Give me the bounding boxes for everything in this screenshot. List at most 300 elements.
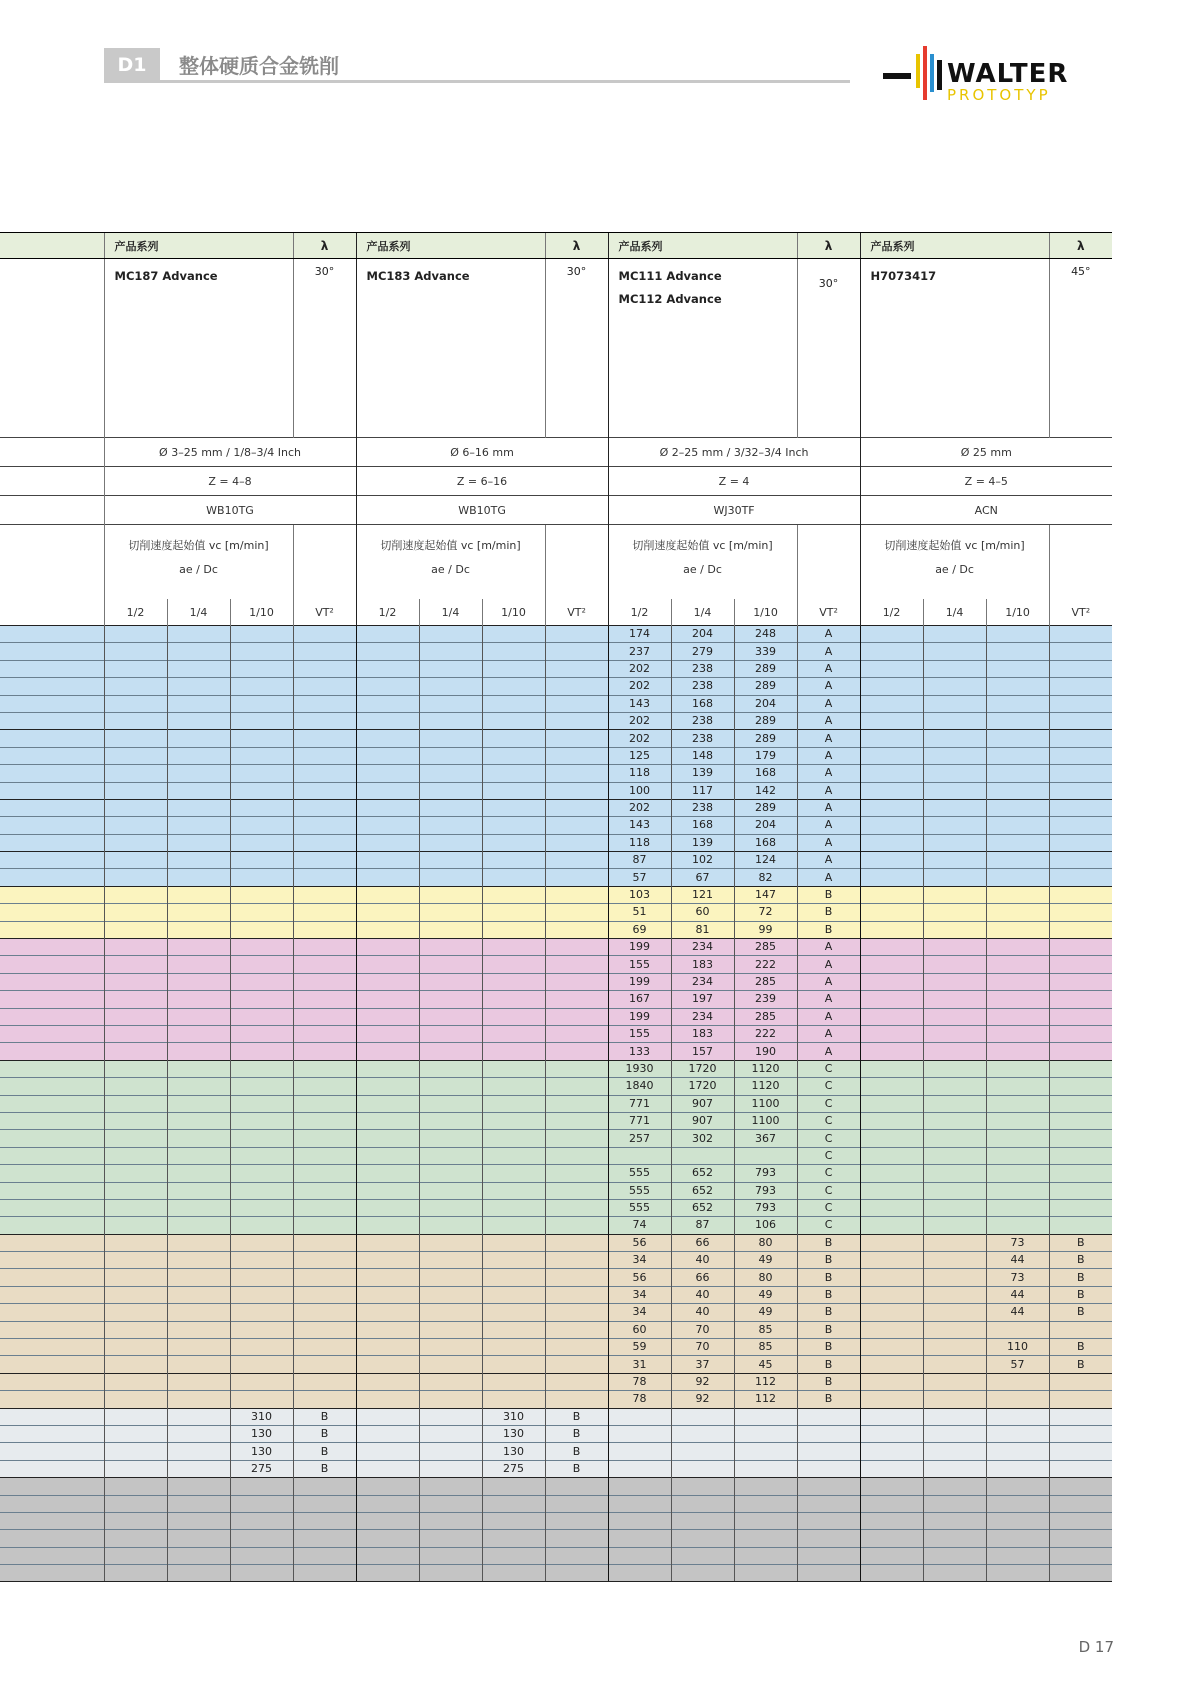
vt-cell xyxy=(293,834,356,851)
ae-dc-label: ae / Dc xyxy=(179,563,218,576)
speed-cell xyxy=(860,1321,923,1338)
speed-cell xyxy=(356,1286,419,1303)
speed-cell xyxy=(608,1495,671,1512)
speed-cell: 793 xyxy=(734,1165,797,1182)
vt-cell: A xyxy=(797,799,860,816)
speed-cell xyxy=(923,712,986,729)
speed-cell: 82 xyxy=(734,869,797,886)
speed-cell xyxy=(167,1373,230,1390)
speed-cell xyxy=(104,1530,167,1547)
vt-cell xyxy=(1049,1078,1112,1095)
section-tag: D1 xyxy=(104,48,160,82)
speed-cell xyxy=(167,1025,230,1042)
speed-title: 切削速度起始值 vc [m/min] xyxy=(128,539,269,552)
vt-cell: B xyxy=(797,1391,860,1408)
row-label-cell xyxy=(0,1339,104,1356)
lambda-label: λ xyxy=(1049,233,1112,259)
speed-cell xyxy=(986,921,1049,938)
speed-cell xyxy=(419,1043,482,1060)
row-label-cell xyxy=(0,1425,104,1442)
speed-cell: 179 xyxy=(734,747,797,764)
product-row xyxy=(0,259,1112,438)
speed-cell xyxy=(923,1252,986,1269)
speed-cell xyxy=(356,886,419,903)
ae-dc-label: ae / Dc xyxy=(935,563,974,576)
speed-cell xyxy=(230,904,293,921)
speed-cell xyxy=(986,1060,1049,1077)
speed-cell: 238 xyxy=(671,660,734,677)
speed-cell xyxy=(860,921,923,938)
vt-cell xyxy=(797,1565,860,1582)
speed-cell xyxy=(356,626,419,643)
vt-cell xyxy=(1049,1460,1112,1477)
speed-cell: 167 xyxy=(608,991,671,1008)
speed-cell xyxy=(482,1512,545,1529)
speed-cell xyxy=(482,1339,545,1356)
speed-cell xyxy=(356,921,419,938)
row-label-cell xyxy=(0,1443,104,1460)
speed-cell xyxy=(419,782,482,799)
lambda-value: 30° xyxy=(545,259,608,438)
speed-cell xyxy=(986,834,1049,851)
speed-cell: 73 xyxy=(986,1269,1049,1286)
speed-cell xyxy=(986,1147,1049,1164)
speed-cell xyxy=(167,1547,230,1564)
data-row xyxy=(0,852,1112,869)
speed-cell: 80 xyxy=(734,1269,797,1286)
speed-cell: 907 xyxy=(671,1095,734,1112)
sub-header-row xyxy=(0,599,1112,626)
speed-cell xyxy=(986,730,1049,747)
data-row xyxy=(0,1252,1112,1269)
speed-cell xyxy=(356,1165,419,1182)
speed-cell: 51 xyxy=(608,904,671,921)
speed-cell xyxy=(419,1060,482,1077)
vt-cell xyxy=(293,1565,356,1582)
speed-cell xyxy=(230,1512,293,1529)
data-row xyxy=(0,1025,1112,1042)
vt-cell xyxy=(1049,1008,1112,1025)
speed-cell xyxy=(104,1269,167,1286)
speed-cell xyxy=(986,1043,1049,1060)
speed-cell xyxy=(356,1130,419,1147)
speed-cell xyxy=(104,869,167,886)
speed-cell xyxy=(482,1147,545,1164)
speed-cell xyxy=(923,1199,986,1216)
speed-cell xyxy=(356,1078,419,1095)
row-label-cell xyxy=(0,1234,104,1251)
data-row xyxy=(0,712,1112,729)
speed-cell: 1840 xyxy=(608,1078,671,1095)
speed-cell: 202 xyxy=(608,730,671,747)
speed-cell xyxy=(482,1530,545,1547)
speed-header xyxy=(608,525,797,600)
speed-cell xyxy=(419,695,482,712)
vt-cell xyxy=(1049,1060,1112,1077)
speed-cell: 222 xyxy=(734,956,797,973)
speed-cell xyxy=(986,747,1049,764)
row-label-cell xyxy=(0,1130,104,1147)
speed-cell xyxy=(419,1008,482,1025)
speed-cell xyxy=(986,1199,1049,1216)
speed-cell: 57 xyxy=(986,1356,1049,1373)
speed-cell: 285 xyxy=(734,939,797,956)
speed-cell xyxy=(419,1304,482,1321)
vt-cell: C xyxy=(797,1060,860,1077)
speed-cell: 183 xyxy=(671,956,734,973)
vt-cell: A xyxy=(797,678,860,695)
speed-cell: 202 xyxy=(608,660,671,677)
vt-cell xyxy=(1049,695,1112,712)
speed-cell xyxy=(230,747,293,764)
speed-cell xyxy=(230,1060,293,1077)
speed-cell xyxy=(230,1008,293,1025)
speed-cell xyxy=(104,1304,167,1321)
vt-cell xyxy=(545,817,608,834)
speed-cell xyxy=(860,939,923,956)
vt-cell: A xyxy=(797,626,860,643)
speed-cell xyxy=(986,1495,1049,1512)
speed-cell: 199 xyxy=(608,973,671,990)
speed-cell xyxy=(104,1234,167,1251)
speed-cell xyxy=(167,1530,230,1547)
speed-cell xyxy=(860,1060,923,1077)
speed-cell xyxy=(419,1165,482,1182)
vt-cell xyxy=(293,643,356,660)
vt-cell xyxy=(1049,1025,1112,1042)
vt-cell xyxy=(1049,886,1112,903)
vt-cell: A xyxy=(797,747,860,764)
speed-cell xyxy=(167,1008,230,1025)
speed-cell xyxy=(356,1182,419,1199)
vt-cell xyxy=(293,695,356,712)
speed-cell xyxy=(923,1547,986,1564)
vt-cell xyxy=(545,1043,608,1060)
speed-cell: 49 xyxy=(734,1252,797,1269)
speed-cell xyxy=(923,904,986,921)
vt-cell xyxy=(545,1182,608,1199)
speed-cell: 110 xyxy=(986,1339,1049,1356)
vt-cell xyxy=(797,1547,860,1564)
speed-cell xyxy=(734,1495,797,1512)
speed-cell: 289 xyxy=(734,712,797,729)
vt-cell xyxy=(545,1234,608,1251)
data-row xyxy=(0,1373,1112,1390)
speed-cell xyxy=(419,1391,482,1408)
speed-cell xyxy=(104,782,167,799)
speed-cell xyxy=(860,1512,923,1529)
vt-cell xyxy=(293,817,356,834)
vt-cell xyxy=(545,1565,608,1582)
speed-cell xyxy=(356,1199,419,1216)
speed-cell xyxy=(356,869,419,886)
speed-cell: 60 xyxy=(671,904,734,921)
speed-cell xyxy=(860,765,923,782)
speed-cell xyxy=(167,730,230,747)
vt-cell: A xyxy=(797,817,860,834)
vt-cell xyxy=(1049,730,1112,747)
speed-cell xyxy=(104,817,167,834)
row-label-cell xyxy=(0,1408,104,1425)
sub-header: 1/2 xyxy=(104,599,167,626)
speed-cell xyxy=(104,1095,167,1112)
vt-cell: B xyxy=(797,1269,860,1286)
speed-cell: 73 xyxy=(986,1234,1049,1251)
vt-cell xyxy=(293,956,356,973)
speed-cell xyxy=(482,1025,545,1042)
vt-cell xyxy=(1049,1565,1112,1582)
data-row xyxy=(0,765,1112,782)
speed-cell xyxy=(860,886,923,903)
speed-cell xyxy=(230,939,293,956)
speed-cell xyxy=(482,973,545,990)
vt-cell xyxy=(545,1530,608,1547)
data-row xyxy=(0,747,1112,764)
speed-cell xyxy=(923,1043,986,1060)
speed-cell xyxy=(230,869,293,886)
speed-cell xyxy=(356,973,419,990)
speed-cell xyxy=(104,1199,167,1216)
data-row xyxy=(0,799,1112,816)
speed-cell xyxy=(230,1182,293,1199)
speed-cell xyxy=(482,1217,545,1234)
speed-cell xyxy=(482,834,545,851)
speed-cell xyxy=(860,1112,923,1129)
row-label-cell xyxy=(0,886,104,903)
speed-cell: 118 xyxy=(608,765,671,782)
speed-cell xyxy=(482,1269,545,1286)
speed-cell: 199 xyxy=(608,1008,671,1025)
speed-cell: 130 xyxy=(230,1443,293,1460)
vt-cell: B xyxy=(1049,1356,1112,1373)
speed-cell xyxy=(860,1495,923,1512)
speed-cell xyxy=(986,1321,1049,1338)
row-label-cell xyxy=(0,1512,104,1529)
speed-cell xyxy=(104,765,167,782)
speed-cell xyxy=(482,643,545,660)
speed-cell xyxy=(104,747,167,764)
vt-cell xyxy=(293,1304,356,1321)
speed-cell: 85 xyxy=(734,1321,797,1338)
data-row xyxy=(0,939,1112,956)
speed-cell: 34 xyxy=(608,1252,671,1269)
vt-cell xyxy=(545,1391,608,1408)
speed-cell: 147 xyxy=(734,886,797,903)
lambda-value: 30° xyxy=(293,259,356,438)
vt-cell xyxy=(1049,1512,1112,1529)
vt-cell xyxy=(1049,747,1112,764)
speed-cell xyxy=(167,747,230,764)
speed-cell xyxy=(230,1269,293,1286)
speed-cell xyxy=(167,939,230,956)
speed-cell xyxy=(167,1425,230,1442)
speed-cell xyxy=(860,1078,923,1095)
row-label-cell xyxy=(0,1373,104,1390)
speed-cell xyxy=(860,1339,923,1356)
vt-cell xyxy=(797,1530,860,1547)
speed-cell xyxy=(608,1565,671,1582)
speed-cell: 1120 xyxy=(734,1078,797,1095)
speed-cell: 202 xyxy=(608,678,671,695)
speed-cell xyxy=(482,1043,545,1060)
vt-cell xyxy=(1049,1495,1112,1512)
speed-cell xyxy=(104,991,167,1008)
diameter-range: Ø 6–16 mm xyxy=(356,438,608,467)
speed-cell: 57 xyxy=(608,869,671,886)
speed-cell xyxy=(167,660,230,677)
vt-cell xyxy=(293,939,356,956)
speed-cell xyxy=(671,1425,734,1442)
data-row xyxy=(0,1356,1112,1373)
speed-cell xyxy=(356,1530,419,1547)
speed-cell xyxy=(356,1408,419,1425)
speed-cell xyxy=(104,1460,167,1477)
data-row xyxy=(0,626,1112,643)
speed-cell: 40 xyxy=(671,1286,734,1303)
data-row xyxy=(0,1530,1112,1547)
speed-cell: 40 xyxy=(671,1252,734,1269)
vt-cell: A xyxy=(797,973,860,990)
speed-cell xyxy=(860,1460,923,1477)
cutting-grade: ACN xyxy=(860,496,1112,525)
speed-cell xyxy=(734,1530,797,1547)
vt-cell: B xyxy=(797,904,860,921)
vt-cell xyxy=(545,1147,608,1164)
speed-cell xyxy=(923,1373,986,1390)
speed-cell: 118 xyxy=(608,834,671,851)
speed-cell xyxy=(419,712,482,729)
row-label-cell xyxy=(0,1321,104,1338)
vt-cell xyxy=(293,660,356,677)
vt-cell: A xyxy=(797,1043,860,1060)
vt-cell: B xyxy=(797,1286,860,1303)
speed-cell xyxy=(167,834,230,851)
speed-cell xyxy=(482,626,545,643)
speed-cell xyxy=(923,1304,986,1321)
speed-cell: 238 xyxy=(671,678,734,695)
speed-cell xyxy=(230,730,293,747)
vt-cell xyxy=(293,1008,356,1025)
speed-cell: 102 xyxy=(671,852,734,869)
speed-cell: 793 xyxy=(734,1199,797,1216)
speed-cell: 285 xyxy=(734,973,797,990)
speed-cell xyxy=(860,1269,923,1286)
speed-cell xyxy=(104,626,167,643)
speed-header xyxy=(104,525,293,600)
speed-cell xyxy=(860,799,923,816)
speed-cell xyxy=(860,956,923,973)
speed-cell xyxy=(356,834,419,851)
speed-cell xyxy=(608,1460,671,1477)
speed-cell: 124 xyxy=(734,852,797,869)
speed-cell xyxy=(482,1373,545,1390)
speed-cell xyxy=(419,1078,482,1095)
speed-cell xyxy=(482,1252,545,1269)
vt-cell: B xyxy=(797,1339,860,1356)
vt-cell: B xyxy=(1049,1304,1112,1321)
speed-cell xyxy=(419,904,482,921)
speed-cell: 174 xyxy=(608,626,671,643)
speed-cell xyxy=(923,1408,986,1425)
speed-cell xyxy=(419,1025,482,1042)
speed-cell xyxy=(482,1478,545,1495)
vt-cell xyxy=(545,626,608,643)
speed-cell xyxy=(230,1130,293,1147)
vt-cell xyxy=(1049,712,1112,729)
speed-cell xyxy=(356,747,419,764)
speed-cell xyxy=(923,782,986,799)
row-label-cell xyxy=(0,747,104,764)
vt-cell: B xyxy=(1049,1286,1112,1303)
speed-cell xyxy=(104,1025,167,1042)
speed-cell xyxy=(167,1408,230,1425)
speed-cell xyxy=(356,765,419,782)
speed-cell xyxy=(356,660,419,677)
vt-cell xyxy=(293,1391,356,1408)
speed-cell: 155 xyxy=(608,1025,671,1042)
vt-cell xyxy=(293,1512,356,1529)
speed-cell xyxy=(734,1547,797,1564)
speed-cell: 234 xyxy=(671,1008,734,1025)
speed-cell: 31 xyxy=(608,1356,671,1373)
vt-cell xyxy=(545,643,608,660)
speed-cell xyxy=(167,1060,230,1077)
vt-cell xyxy=(293,991,356,1008)
speed-cell xyxy=(419,1547,482,1564)
vt-cell xyxy=(545,1130,608,1147)
data-row xyxy=(0,1339,1112,1356)
speed-cell xyxy=(671,1147,734,1164)
speed-cell: 168 xyxy=(671,695,734,712)
speed-cell xyxy=(419,1269,482,1286)
speed-cell: 237 xyxy=(608,643,671,660)
speed-cell xyxy=(104,956,167,973)
row-label-cell xyxy=(0,660,104,677)
speed-cell xyxy=(482,1547,545,1564)
data-row xyxy=(0,1060,1112,1077)
vt-cell: B xyxy=(545,1460,608,1477)
speed-cell xyxy=(419,817,482,834)
speed-cell xyxy=(986,1112,1049,1129)
speed-cell xyxy=(608,1512,671,1529)
speed-cell: 34 xyxy=(608,1286,671,1303)
speed-cell xyxy=(104,1478,167,1495)
vt-cell xyxy=(545,956,608,973)
speed-cell xyxy=(167,765,230,782)
lambda-label: λ xyxy=(545,233,608,259)
vt-cell xyxy=(797,1512,860,1529)
speed-cell xyxy=(167,1078,230,1095)
speed-cell xyxy=(923,1478,986,1495)
vt-cell xyxy=(797,1478,860,1495)
vt-cell xyxy=(545,991,608,1008)
speed-cell: 142 xyxy=(734,782,797,799)
speed-cell xyxy=(104,921,167,938)
row-label-cell xyxy=(0,1182,104,1199)
speed-cell: 555 xyxy=(608,1182,671,1199)
vt-cell xyxy=(1049,678,1112,695)
speed-cell xyxy=(419,1112,482,1129)
vt-cell: B xyxy=(1049,1339,1112,1356)
vt-cell: B xyxy=(797,1304,860,1321)
vt-cell: B xyxy=(1049,1252,1112,1269)
vt-cell xyxy=(293,1478,356,1495)
data-row xyxy=(0,643,1112,660)
speed-cell xyxy=(167,1217,230,1234)
vt-cell xyxy=(293,730,356,747)
speed-cell xyxy=(923,1530,986,1547)
speed-cell xyxy=(230,1321,293,1338)
